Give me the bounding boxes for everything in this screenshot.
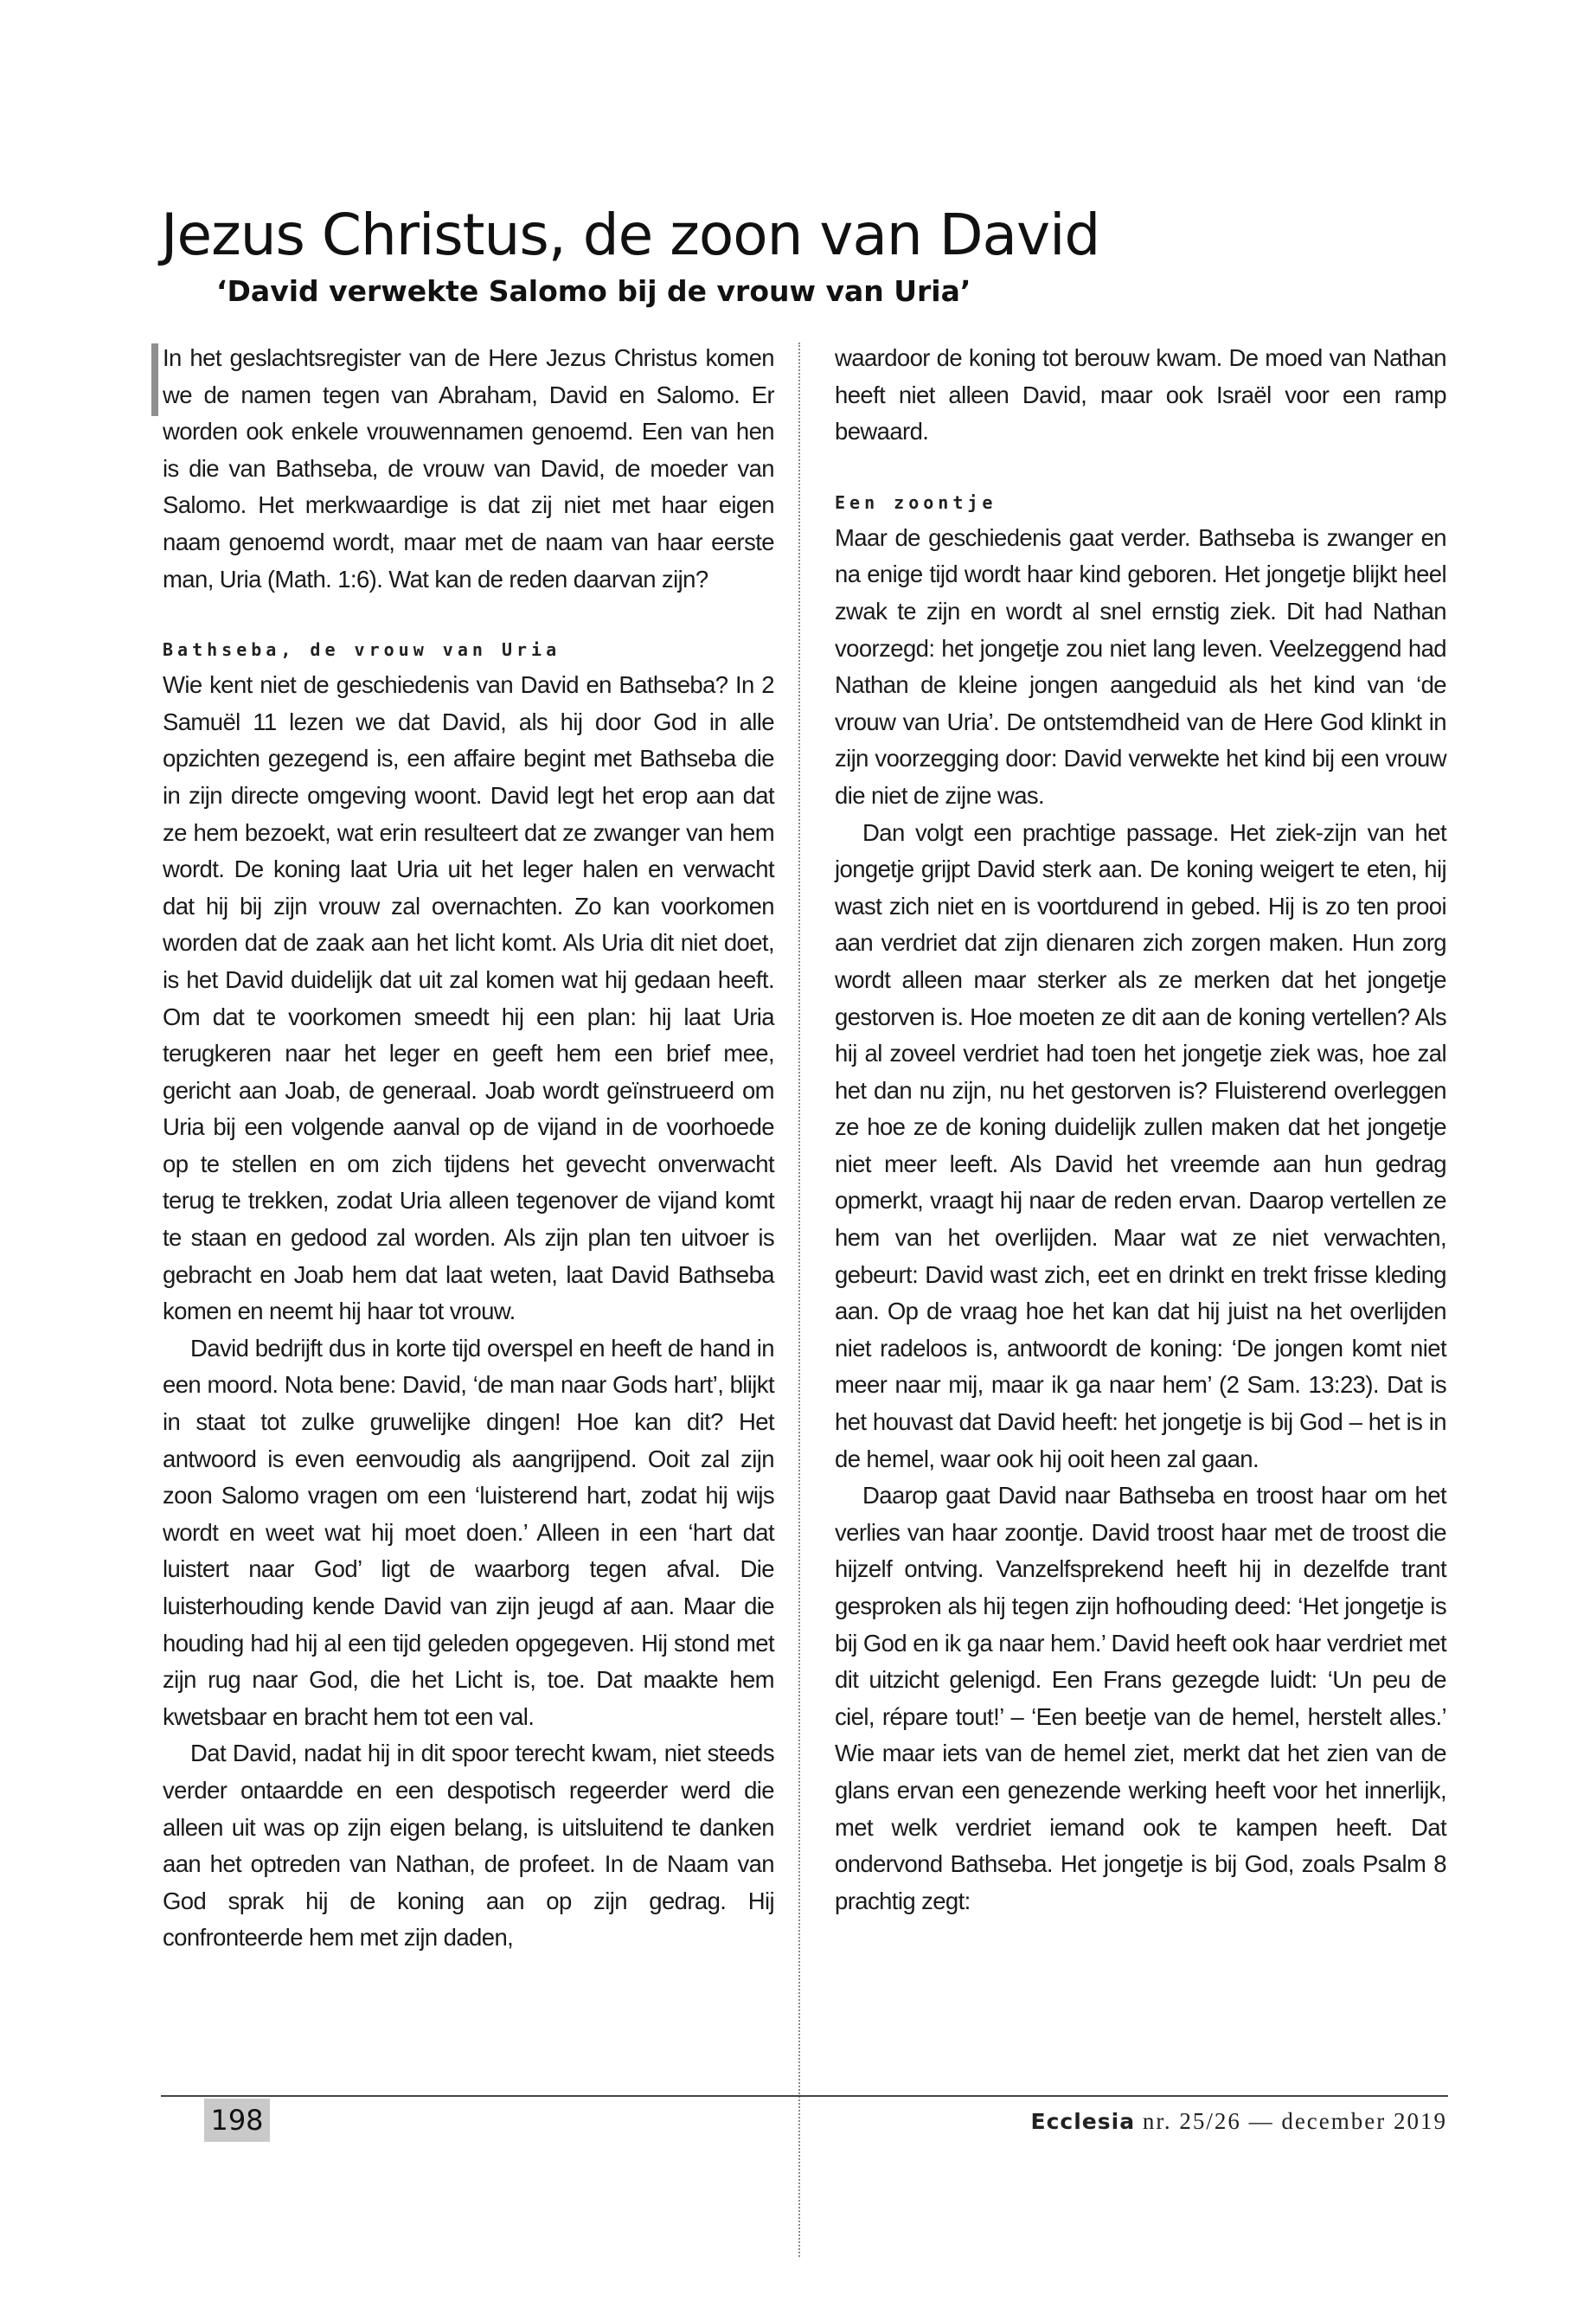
section-heading-zoontje: Een zoontje [835, 491, 997, 513]
publication-info [842, 2102, 1447, 2141]
left-column [163, 340, 774, 1957]
page-number: 198 [204, 2099, 270, 2142]
issue-info: nr. 25/26 — december 2019 [1142, 2108, 1447, 2134]
right-column [835, 340, 1446, 1920]
lead-paragraph-marker [151, 343, 158, 416]
body-paragraph: Daarop gaat David naar Bathseba en troost haar om het verlies van haar zoontje. David troost haar met de troost die hijzelf ontving. Vanzelfsprekend heeft hij in dezelfde trant gesproken als hij tegen zijn hofhouding deed: ‘Het jongetje is bij God en ik ga naar hem.’ David heeft ook haar verdriet met dit uitzicht gelenigd. Een Frans gezegde luidt: ‘Un peu de ciel, répare tout!’ – ‘Een beetje van de hemel, herstelt alles.’ Wie maar iets van de hemel ziet, merkt dat het zien van de glans ervan een genezende werking heeft voor het innerlijk, met welk verdriet iemand ook te kampen heeft. Dat ondervond Bathseba. Het jongetje is bij God, zoals Psalm 8 prachtig zegt: [835, 1482, 1446, 1914]
body-paragraph: Wie kent niet de geschiedenis van David en Bathseba? In 2 Samuël 11 lezen we dat David, als hij door God in alle opzichten gezegend is, een affaire begint met Bathseba die in zijn directe omgeving woont. David legt het erop aan dat ze hem bezoekt, wat erin resulteert dat ze zwanger van hem wordt. De koning laat Uria uit het leger halen en verwacht dat hij bij zijn vrouw zal overnachten. Zo kan voorkomen worden dat de zaak aan het licht komt. Als Uria dit niet doet, is het David duidelijk dat uit zal komen wat hij gedaan heeft. Om dat te voorkomen smeedt hij een plan: hij laat Uria terugkeren naar het leger en geeft hem een brief mee, gericht aan Joab, de generaal. Joab wordt geïnstrueerd om Uria bij een volgende aanval op de vijand in de voorhoede op te stellen en om zich tijdens het gevecht onverwacht terug te trekken, zodat Uria alleen tegenover de vijand komt te staan en gedood zal worden. Als zijn plan ten uitvoer is gebracht en Joab hem dat laat weten, laat David Bathseba komen en neemt hij haar tot vrouw. [163, 671, 774, 1325]
footer-rule [161, 2095, 1448, 2097]
article-title: Jezus Christus, de zoon van David [161, 202, 1100, 268]
body-paragraph: David bedrijft dus in korte tijd overspel en heeft de hand in een moord. Nota bene: David, ‘de man naar Gods hart’, blijkt in staat tot zulke gruwelijke dingen! Hoe kan dit? Het antwoord is even eenvoudig als aangrijpend. Ooit zal zijn zoon Salomo vragen om een ‘luisterend hart, zodat hij wijs wordt en weet wat hij moet doen.’ Alleen in een ‘hart dat luistert naar God’ ligt de waarborg tegen afval. Die luisterhouding kende David van zijn jeugd af aan. Maar die houding had hij al een tijd geleden opgegeven. Hij stond met zijn rug naar God, die het Licht is, toe. Dat maakte hem kwetsbaar en bracht hem tot een val. [163, 1334, 774, 1730]
body-paragraph: Dan volgt een prachtige passage. Het ziek-zijn van het jongetje grijpt David sterk aan. De koning weigert te eten, hij wast zich niet en is voortdurend in gebed. Hij is zo ten prooi aan verdriet dat zijn dienaren zich zorgen maken. Hun zorg wordt alleen maar sterker als ze merken dat het jongetje gestorven is. Hoe moeten ze dit aan de koning vertellen? Als hij al zoveel verdriet had toen het jongetje ziek was, hoe zal het dan nu zijn, nu het gestorven is? Fluisterend overleggen ze hoe ze de koning duidelijk zullen maken dat het jongetje niet meer leeft. Als David het vreemde aan hun gedrag opmerkt, vraagt hij naar de reden ervan. Daarop vertellen ze hem van het overlijden. Maar wat ze niet verwachten, gebeurt: David wast zich, eet en drinkt en trekt frisse kleding aan. Op de vraag hoe het kan dat hij juist na het overlijden niet radeloos is, antwoordt de koning: ‘De jongen komt niet meer naar mij, maar ik ga naar hem’ (2 Sam. 13:23). Dat is het houvast dat David heeft: het jongetje is bij God – het is in de hemel, waar ook hij ooit heen zal gaan. [835, 818, 1446, 1472]
body-paragraph: Dat David, nadat hij in dit spoor terecht kwam, niet steeds verder ontaardde en een despotisch regeerder werd die alleen uit was op zijn eigen belang, is uitsluitend te danken aan het optreden van Nathan, de profeet. In de Naam van God sprak hij de koning aan op zijn gedrag. Hij confronteerde hem met zijn daden, [163, 1740, 774, 1952]
body-paragraph: Maar de geschiedenis gaat verder. Bathseba is zwanger en na enige tijd wordt haar kind geboren. Het jongetje blijkt heel zwak te zijn en wordt al snel ernstig ziek. Dit had Nathan voorzegd: het jongetje zou niet lang leven. Veelzeggend had Nathan de kleine jongen aangeduid als het kind van ‘de vrouw van Uria’. De ontstemdheid van de Here God klinkt in zijn voorzegging door: David verwekte het kind bij een vrouw die niet de zijne was. [835, 523, 1446, 809]
intro-paragraph: In het geslachtsregister van de Here Jezus Christus komen we de namen tegen van Abraham, David en Salomo. Er worden ook enkele vrouwennamen genoemd. Een van hen is die van Bathseba, de vrouw van David, de moeder van Salomo. Het merkwaardige is dat zij niet met haar eigen naam genoemd wordt, maar met de naam van haar eerste man, Uria (Math. 1:6). Wat kan de reden daarvan zijn? [163, 344, 774, 593]
journal-name: Ecclesia [1030, 2109, 1136, 2134]
continued-paragraph: waardoor de koning tot berouw kwam. De moed van Nathan heeft niet alleen David, maar ook Israël voor een ramp bewaard. [835, 344, 1446, 445]
column-divider [798, 343, 800, 2257]
article-subtitle: ‘David verwekte Salomo bij de vrouw van Uria’ [216, 274, 971, 308]
section-heading-bathseba: Bathseba, de vrouw van Uria [163, 639, 561, 661]
